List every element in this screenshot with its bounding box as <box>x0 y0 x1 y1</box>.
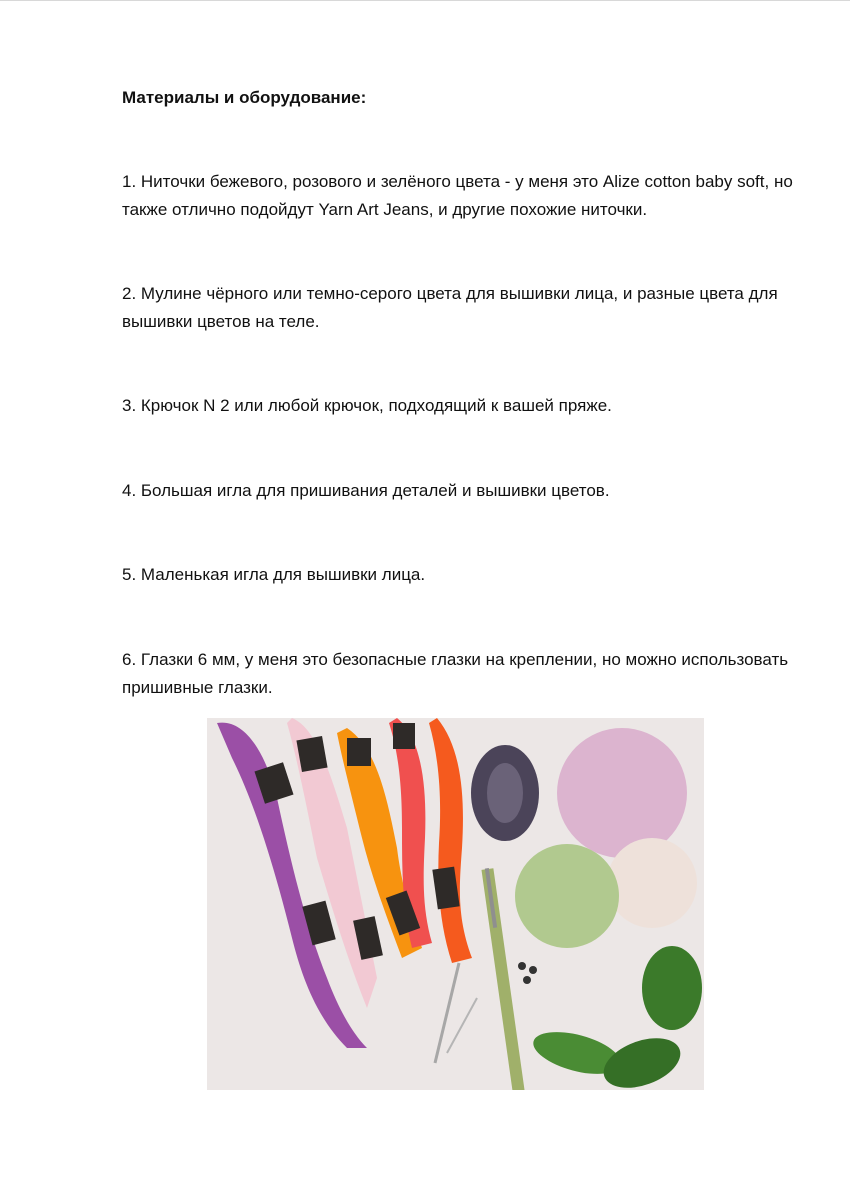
document-page <box>122 84 802 697</box>
list-item-floss: 2. Мулине чёрного или темно-серого цвета для вышивки лица, и разные цвета для вышивки цветов на теле. <box>122 284 778 331</box>
beige-yarn-ball <box>607 838 697 928</box>
green-yarn-ball <box>515 844 619 948</box>
materials-photo <box>207 718 704 1090</box>
list-item-eyes: 6. Глазки 6 мм, у меня это безопасные глазки на креплении, но можно использовать пришивные глазки. <box>122 650 789 697</box>
list-item-big-needle: 4. Большая игла для пришивания деталей и вышивки цветов. <box>122 481 610 500</box>
materials-heading: Материалы и оборудование: <box>122 88 367 107</box>
pink-yarn-ball <box>557 728 687 858</box>
leaf <box>642 946 702 1030</box>
list-item-yarn: 1. Ниточки бежевого, розового и зелёного цвета - у меня это Alize cotton baby soft, но также отлично подойдут Yarn Art Jeans, и другие похожие ниточки. <box>122 172 793 219</box>
list-item-hook: 3. Крючок N 2 или любой крючок, подходящий к вашей пряже. <box>122 396 612 415</box>
orange-floss-band <box>347 738 371 766</box>
pink-floss-band <box>296 736 327 772</box>
safety-eye <box>518 962 526 970</box>
safety-eye <box>529 966 537 974</box>
page-top-border <box>0 0 850 1</box>
coral-floss-band <box>393 723 415 749</box>
safety-eye <box>523 976 531 984</box>
dark-floss-bundle-inner <box>487 763 523 823</box>
list-item-small-needle: 5. Маленькая игла для вышивки лица. <box>122 565 426 584</box>
materials-photo-illustration <box>207 718 704 1090</box>
